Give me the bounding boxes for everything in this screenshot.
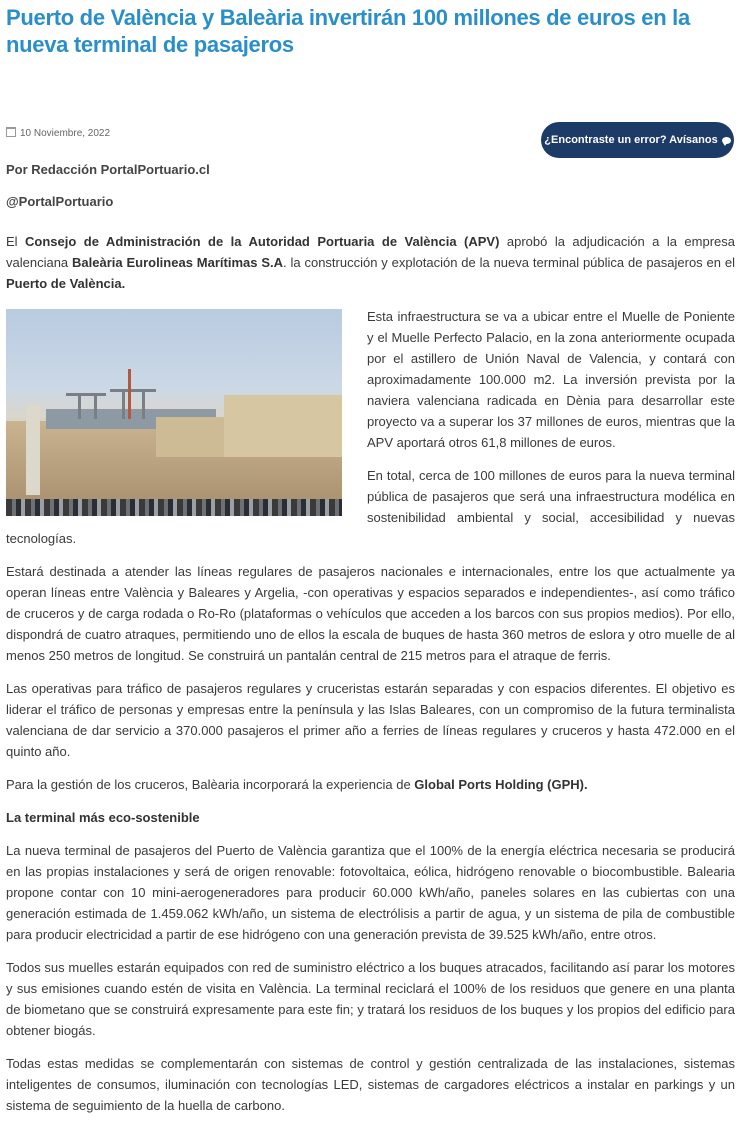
article-image (6, 309, 342, 516)
paragraph: Todas estas medidas se complementarán con sistemas de control y gestión centralizada de las instalaciones, sistemas inteligentes de consumos, iluminación con tecnologías LED, sistemas de cargadores eléctricos a instalar en parkings y un sistema de seguimiento de la huella de carbono. (6, 1056, 735, 1113)
paragraph-intro: El Consejo de Administración de la Autoridad Portuaria de València (APV) aprobó la adjudicación a la empresa valenciana Baleària Eurolineas Marítimas S.A. la construcción y explotación de la nueva terminal pública de pasajeros en el Puerto de València. (6, 234, 736, 291)
paragraph: Para la gestión de los cruceros, Balèaria incorporará la experiencia de Global Ports Holding (GPH). (6, 777, 588, 792)
date-text: 10 Noviembre, 2022 (20, 128, 111, 139)
article-body (6, 231, 735, 1128)
section-subheading: La terminal más eco-sostenible (6, 810, 200, 825)
report-error-button[interactable] (541, 122, 734, 158)
calendar-icon (6, 127, 16, 137)
paragraph: Esta infraestructura se va a ubicar entre el Muelle de Poniente y el Muelle Perfecto Palacio, en la zona anteriormente ocupada por el astillero de Unión Naval de Valencia, y contará con aproximadamente 100.000 m2. La inversión prevista por la naviera valenciana radicada en Dènia para desarrollar este proyecto va a superar los 37 millones de euros, mientras que la APV aportará otros 61,8 millones de euros. (367, 309, 735, 450)
paragraph: Estará destinada a atender las líneas regulares de pasajeros nacionales e internacionales, entre los que actualmente ya operan líneas entre València y Baleares y Argelia, -con operativas y espacios separados e independientes-, así como tráfico de cruceros y de carga rodada o Ro-Ro (plataformas o vehículos que acceden a los barcos con sus propios medios). Por ello, dispondrá de cuatro atraques, permitiendo uno de ellos la escala de buques de hasta 360 metros de eslora y otro muelle de al menos 250 metros de longitud. Se construirá un pantalán central de 215 metros para el atraque de ferris. (6, 564, 735, 663)
comment-icon (722, 137, 731, 144)
page-title: Puerto de València y Baleària invertirán 100 millones de euros en la nueva terminal de pasajeros (6, 5, 690, 57)
paragraph: En total, cerca de 100 millones de euros para la nueva terminal pública de pasajeros que será una infraestructura modélica en sostenibilidad ambiental y social, accesibilidad y nuevas tecnologías. (6, 468, 735, 546)
publish-date (6, 127, 110, 139)
paragraph: La nueva terminal de pasajeros del Puerto de València garantiza que el 100% de la energía eléctrica necesaria se producirá en las propias instalaciones y será de origen renovable: fotovoltaica, eólica, hidrógeno renovable o biocombustible. Balearia propone contar con 10 mini-aerogeneradores para producir 60.000 kWh/año, paneles solares en las cubiertas con una generación estimada de 1.459.062 kWh/año, un sistema de electrólisis a partir de agua, y un sistema de pila de combustible para producir electricidad a partir de ese hidrógeno con una generación prevista de 39.525 kWh/año, entre otros. (6, 843, 735, 942)
paragraph: Las operativas para tráfico de pasajeros regulares y cruceristas estarán separadas y con espacios diferentes. El objetivo es liderar el tráfico de personas y empresas entre la península y las Islas Baleares, con un compromiso de la futura terminalista valenciana de dar servicio a 370.000 pasajeros el primer año a ferries de líneas regulares y cruceros y hasta 472.000 en el quinto año. (6, 681, 735, 759)
author-handle: @PortalPortuario (6, 194, 114, 209)
paragraph: Todos sus muelles estarán equipados con red de suministro eléctrico a los buques atracados, facilitando así parar los motores y sus emisiones cuando estén de visita en València. La terminal reciclará el 100% de los residuos que genere en una planta de biometano que se construirá expresamente para este fin; y tratará los residuos de los buques y los propios del edificio para obtener biogás. (6, 960, 735, 1038)
author-byline: Por Redacción PortalPortuario.cl (6, 162, 210, 177)
report-error-label: ¿Encontraste un error? Avísanos (544, 134, 718, 146)
